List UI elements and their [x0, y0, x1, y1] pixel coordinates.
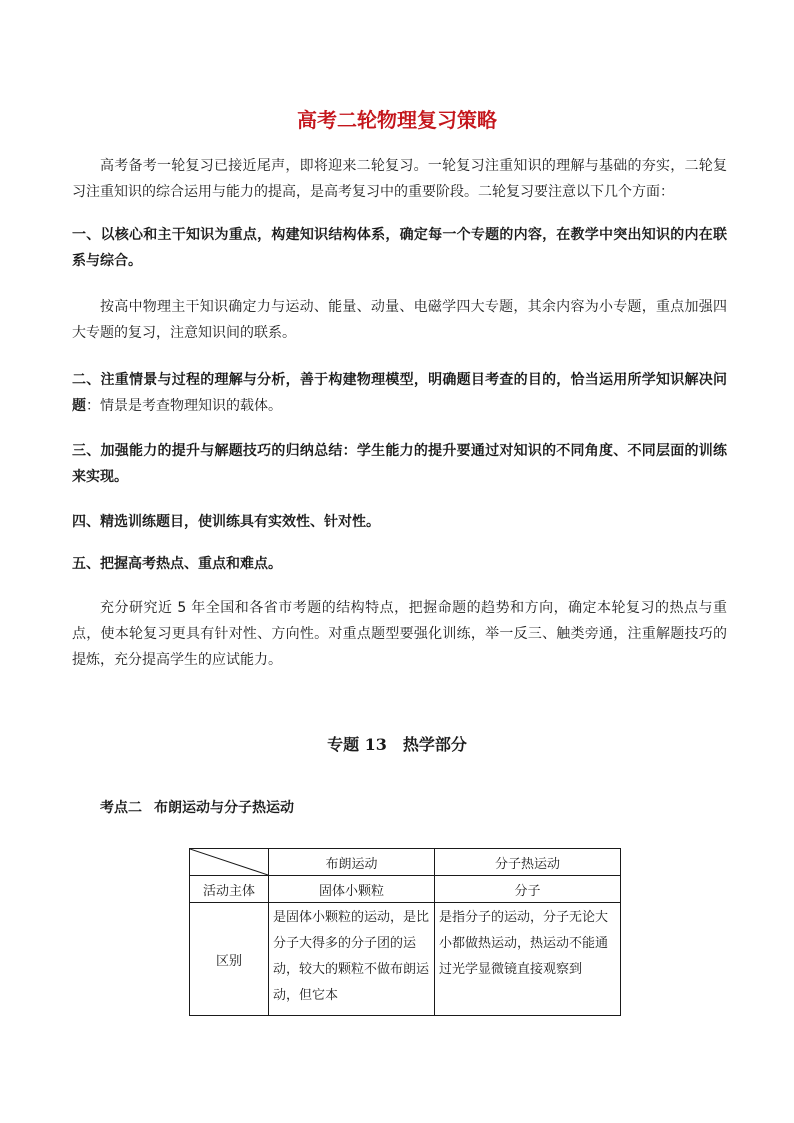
point-5-heading: 五、把握高考热点、重点和难点。: [72, 556, 282, 572]
point-4-heading: 四、精选训练题目，使训练具有实效性、针对性。: [72, 514, 380, 530]
kaodian-heading: [100, 797, 306, 817]
point-1-heading: 一、以核心和主干知识为重点，构建知识结构体系，确定每一个专题的内容，在教学中突出知识的内在联系与综合。: [72, 227, 727, 269]
kaodian-name: 布朗运动与分子热运动: [154, 800, 294, 816]
document-title: 高考二轮物理复习策略: [297, 108, 497, 132]
point-2-heading: 二、注重情景与过程的理解与分析，善于构建物理模型，明确题目考查的目的，恰当运用所学知识解决问题: [72, 372, 727, 414]
point-3-heading: 三、加强能力的提升与解题技巧的归纳总结：学生能力的提升要通过对知识的不同角度、不同层面的训练来实现。: [72, 443, 727, 485]
table-row: [190, 876, 621, 903]
cell-brownian-difference: 是固体小颗粒的运动，是比分子大得多的分子团的运动，较大的颗粒不做布朗运动，但它本: [269, 903, 435, 1016]
point-2-rest: ：情景是考查物理知识的载体。: [86, 398, 282, 414]
intro-paragraph: 高考备考一轮复习已接近尾声，即将迎来二轮复习。一轮复习注重知识的理解与基础的夯实，二轮复习注重知识的综合运用与能力的提高，是高考复习中的重要阶段。二轮复习要注意以下几个方面：: [72, 158, 727, 200]
row-label-difference: 区别: [190, 903, 269, 1016]
cell-brownian-subject: 固体小颗粒: [269, 876, 435, 903]
topic-title: 专题 13 热学部分: [327, 735, 467, 754]
header-thermal: 分子热运动: [435, 849, 621, 876]
table-row: [190, 903, 621, 1016]
kaodian-label: 考点二: [100, 800, 142, 816]
cell-thermal-subject: 分子: [435, 876, 621, 903]
point-1-detail: 按高中物理主干知识确定力与运动、能量、动量、电磁学四大专题，其余内容为小专题，重点加强四大专题的复习，注意知识间的联系。: [72, 299, 727, 341]
closing-paragraph: 充分研究近 5 年全国和各省市考题的结构特点，把握命题的趋势和方向，确定本轮复习的热点与重点，使本轮复习更具有针对性、方向性。对重点题型要强化训练，举一反三、触类旁通，注重解题技巧的提炼，充分提高学生的应试能力。: [72, 600, 727, 668]
diagonal-header-cell: [190, 849, 269, 876]
table-header-row: [190, 849, 621, 876]
comparison-table: [189, 848, 621, 1016]
row-label-subject: 活动主体: [190, 876, 269, 903]
cell-thermal-difference: 是指分子的运动，分子无论大小都做热运动，热运动不能通过光学显微镜直接观察到: [435, 903, 621, 1016]
diagonal-line: [190, 849, 268, 875]
header-brownian: 布朗运动: [269, 849, 435, 876]
point-2-paragraph: [72, 367, 727, 419]
